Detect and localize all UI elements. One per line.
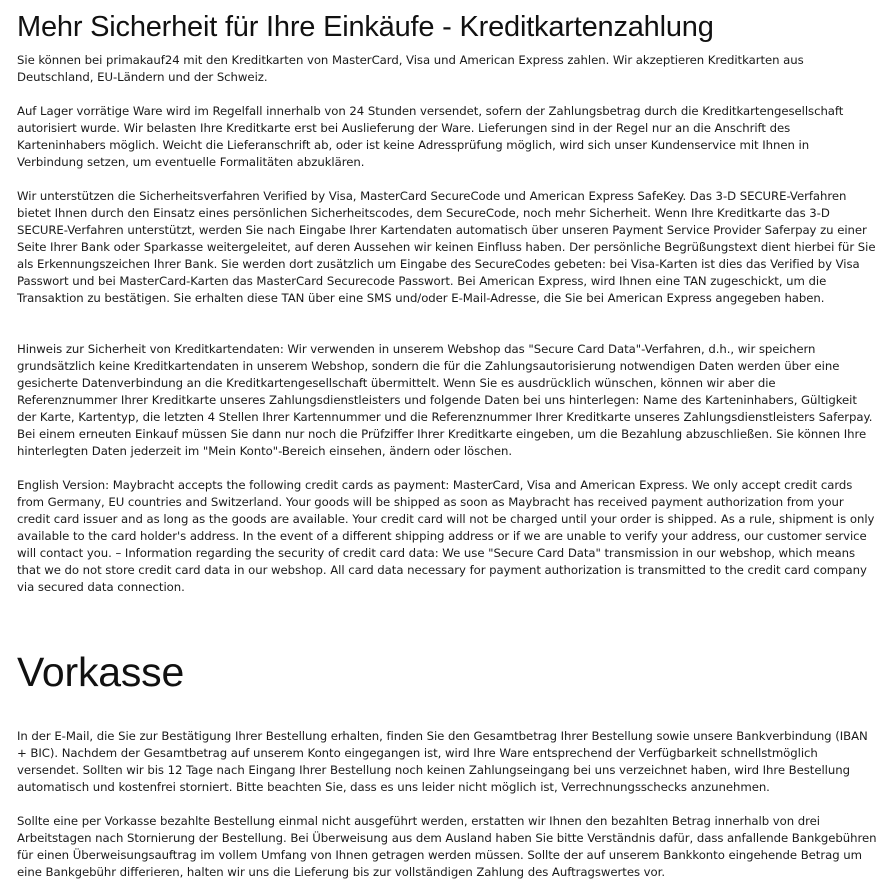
- credit-card-heading: Mehr Sicherheit für Ihre Einkäufe - Kreditkartenzahlung: [17, 11, 714, 43]
- vorkasse-section: [17, 648, 877, 881]
- vorkasse-refund-paragraph: Sollte eine per Vorkasse bezahlte Bestellung einmal nicht ausgeführt werden, erstatten wir Ihnen den bezahlten Betrag innerhalb von drei Arbeitstagen nach Stornierung der Bestellung. Bei Überweisung aus dem Ausland haben Sie bitte Verständnis dafür, dass anfallende Bankgebühren für einen Überweisungsauftrag im vollem Umfang von Ihnen getragen werden müssen. Sollte der auf unserem Bankkonto eingehende Betrag um eine Bankgebühr differieren, halten wir uns die Lieferung bis zur vollständigen Zahlung des Auftragswertes vor.: [17, 814, 877, 879]
- vorkasse-heading: Vorkasse: [17, 649, 185, 695]
- vorkasse-email-paragraph: In der E-Mail, die Sie zur Bestätigung Ihrer Bestellung erhalten, finden Sie den Gesamtbetrag Ihrer Bestellung sowie unsere Bankverbindung (IBAN + BIC). Nachdem der Gesamtbetrag auf unserem Konto eingegangen ist, wird Ihre Ware entsprechend der Verfügbarkeit schnellstmöglich versendet. Sollten wir bis 12 Tage nach Eingang Ihrer Bestellung noch keinen Zahlungseingang bei uns verzeichnet haben, wird Ihre Bestellung automatisch und kostenfrei storniert. Bitte beachten Sie, dass es uns leider nicht möglich ist, Verrechnungsschecks anzunehmen.: [17, 729, 868, 794]
- secure-code-paragraph: Wir unterstützen die Sicherheitsverfahren Verified by Visa, MasterCard SecureCode und American Express SafeKey. Das 3-D SECURE-Verfahren bietet Ihnen durch den Einsatz eines persönlichen Sicherheitscodes, dem SecureCode, noch mehr Sicherheit. Wenn Ihre Kreditkarte das 3-D SECURE-Verfahren unterstützt, werden Sie nach Eingabe Ihrer Kartendaten automatisch über unseren Payment Service Provider Saferpay zu einer Seite Ihrer Bank oder Sparkasse weitergeleitet, auf deren Aussehen wir keinen Einfluss haben. Der persönliche Begrüßungstext dient hierbei für Sie als Erkennungszeichen Ihrer Bank. Sie werden dort zusätzlich um Eingabe des SecureCodes gebeten: bei Visa-Karten ist dies das Verified by Visa Passwort und bei MasterCard-Karten das MasterCard Securecode Passwort. Bei American Express, wird Ihnen eine TAN zugeschickt, um die Transaktion zu bestätigen. Sie erhalten diese TAN über eine SMS und/oder E-Mail-Adresse, die Sie bei American Express angegeben haben.: [17, 189, 876, 305]
- credit-card-intro-paragraph: Sie können bei primakauf24 mit den Kreditkarten von MasterCard, Visa und American Express zahlen. Wir akzeptieren Kreditkarten aus Deutschland, EU-Ländern und der Schweiz.: [17, 53, 804, 84]
- credit-card-section: [17, 0, 877, 596]
- english-version-paragraph: English Version: Maybracht accepts the following credit cards as payment: MasterCard, Visa and American Express. We only accept credit cards from Germany, EU countries and Switzerland. Your goods will be shipped as soon as Maybracht has received payment authorization from your credit card issuer and as long as the goods are available. Your credit card will not be charged until your order is shipped. As a rule, shipment is only available to the card holder's address. In the event of a different shipping address or if we are unable to verify your address, our customer service will contact you. – Information regarding the security of credit card data: We use "Secure Card Data" transmission in our webshop, which means that we do not store credit card data in our webshop. All card data necessary for payment authorization is transmitted to the credit card company via secured data connection.: [17, 478, 875, 594]
- shipping-paragraph: Auf Lager vorrätige Ware wird im Regelfall innerhalb von 24 Stunden versendet, sofern der Zahlungsbetrag durch die Kreditkartengesellschaft autorisiert wurde. Wir belasten Ihre Kreditkarte erst bei Auslieferung der Ware. Lieferungen sind in der Regel nur an die Anschrift des Karteninhabers möglich. Weicht die Lieferanschrift ab, oder ist keine Adressprüfung möglich, wird sich unser Kundenservice mit Ihnen in Verbindung setzen, um eventuelle Formalitäten abzuklären.: [17, 104, 844, 169]
- page-content: [17, 0, 877, 881]
- card-data-security-paragraph: Hinweis zur Sicherheit von Kreditkartendaten: Wir verwenden in unserem Webshop das "Secure Card Data"-Verfahren, d.h., wir speichern grundsätzlich keine Kreditkartendaten in unserem Webshop, sondern die für die Zahlungsautorisierung notwendigen Daten werden über eine gesicherte Datenverbindung an die Kreditkartengesellschaft übermittelt. Wenn Sie es ausdrücklich wünschen, können wir aber die Referenznummer Ihrer Kreditkarte unseres Zahlungsdienstleisters und folgende Daten bei uns hinterlegen: Name des Karteninhabers, Gültigkeit der Karte, Kartentyp, die letzten 4 Stellen Ihrer Kartennummer und die Referenznummer Ihrer Kreditkarte unseres Zahlungsdienstleisters Saferpay. Bei einem erneuten Einkauf müssen Sie dann nur noch die Prüfziffer Ihrer Kreditkarte eingeben, um die Bezahlung abzuschließen. Sie können Ihre hinterlegten Daten jederzeit im "Mein Konto"-Bereich einsehen, ändern oder löschen.: [17, 342, 873, 458]
